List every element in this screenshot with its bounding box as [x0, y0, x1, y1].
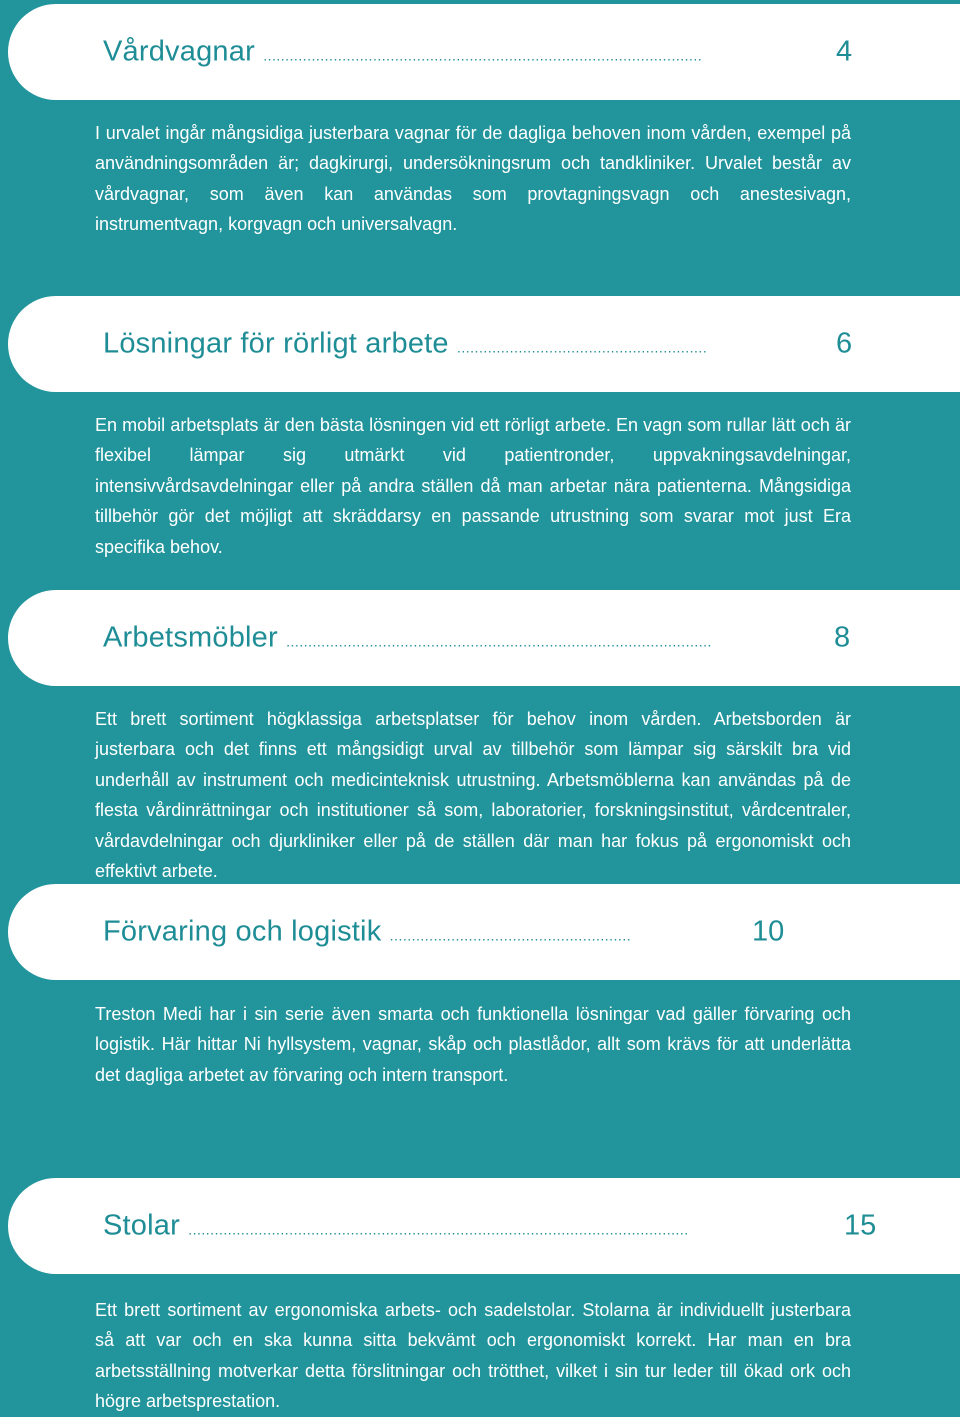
section-title-text: Arbetsmöbler: [103, 621, 278, 654]
section-title: [103, 36, 702, 69]
section-header-vardvagnar: [8, 4, 960, 100]
section-title-text: Stolar: [103, 1209, 180, 1242]
page-number: 8: [834, 621, 851, 654]
section-description: En mobil arbetsplats är den bästa lösningen vid ett rörligt arbete. En vagn som rullar lätt och är flexibel lämpar sig utmärkt vid patientronder, uppvakningsavdelningar, intensivvårdsavdelningar eller på andra ställen då man arbetar nära patienterna. Mångsidiga tillbehör gör det möjligt att skräddarsy en passande utrustning som svarar mot just Era specifika behov.: [95, 415, 851, 557]
page-number: 6: [836, 327, 853, 360]
section-header-losningar: [8, 296, 960, 392]
section-title: [103, 916, 631, 949]
section-description: Ett brett sortiment av ergonomiska arbets- och sadelstolar. Stolarna är individuellt justerbara så att var och en ska kunna sitta bekvämt och ergonomiskt korrekt. Har man en bra arbetsställning motverkar detta förslitningar och trötthet, vilket i sin tur leder till ökad ork och högre arbetsprestation.: [95, 1300, 851, 1412]
section-title: [103, 328, 707, 361]
section-title-text: Förvaring och logistik: [103, 915, 382, 948]
section-title-text: Lösningar för rörligt arbete: [103, 327, 449, 360]
section-description: I urvalet ingår mångsidiga justerbara vagnar för de dagliga behoven inom vården, exempel på användningsområden är; dagkirurgi, undersökningsrum och tandkliniker. Urvalet består av vårdvagnar, som även kan användas som provtagningsvagn och anestesivagn, instrumentvagn, korgvagn och universalvagn.: [95, 123, 851, 235]
section-header-arbetsmobler: [8, 590, 960, 686]
dot-leader: ..................................................................................................................: [188, 1221, 689, 1238]
section-description: Ett brett sortiment högklassiga arbetsplatser för behov inom vården. Arbetsborden är justerbara och det finns ett mångsidigt urval av tillbehör som lämpar sig särskilt bra vid underhåll av instrument och medicinteknisk utrustning. Arbetsmöblerna kan användas på de flesta vårdinrättningar och institutioner så som, laboratorier, forskningsinstitut, vårdcentraler, vårdavdelningar och djurkliniker eller på de ställen där man har fokus på ergonomiskt och effektivt arbete.: [95, 709, 851, 882]
section-title: [103, 622, 712, 655]
page-number: 4: [836, 35, 853, 68]
dot-leader: .................................................................................................: [286, 633, 712, 650]
page-number: 10: [752, 915, 785, 948]
dot-leader: ....................................................................................................: [263, 47, 703, 64]
dot-leader: .......................................................: [389, 927, 632, 944]
section-title: [103, 1210, 689, 1243]
section-description: Treston Medi har i sin serie även smarta och funktionella lösningar vad gäller förvaring och logistik. Här hittar Ni hyllsystem, vagnar, skåp och plastlådor, allt som krävs för att underlätta det dagliga arbetet av förvaring och intern transport.: [95, 1004, 851, 1085]
dot-leader: .........................................................: [457, 339, 708, 356]
section-header-forvaring: [8, 884, 960, 980]
section-header-stolar: [8, 1178, 960, 1274]
section-title-text: Vårdvagnar: [103, 35, 255, 68]
page-number: 15: [844, 1209, 877, 1242]
